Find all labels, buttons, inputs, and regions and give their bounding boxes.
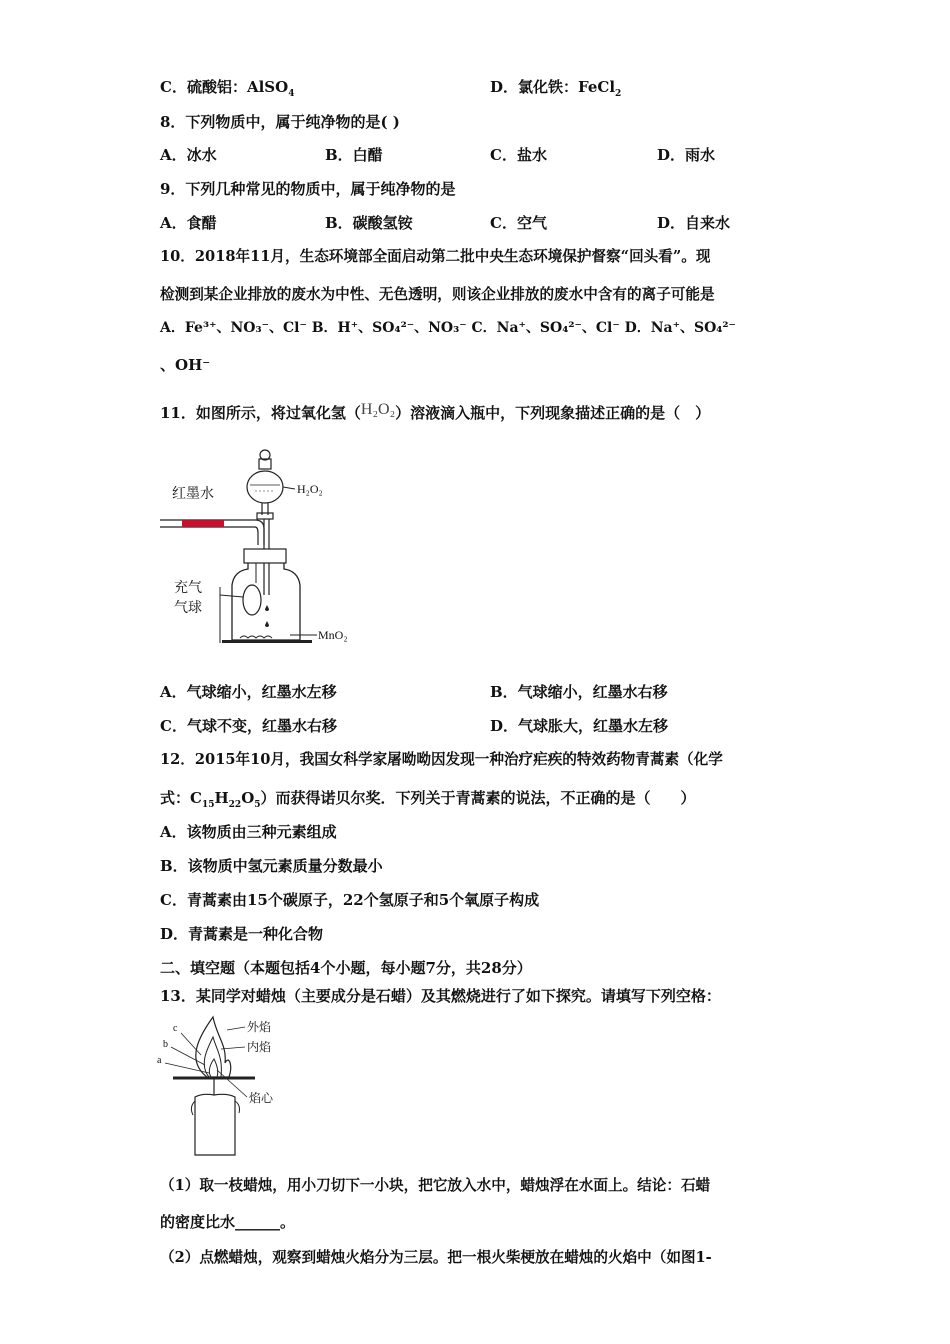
q12-option-c: C．青蒿素由15个碳原子，22个氢原子和5个氧原子构成	[160, 891, 540, 909]
q9-stem: 9．下列几种常见的物质中，属于纯净物的是	[160, 180, 456, 198]
q12-option-d: D．青蒿素是一种化合物	[160, 925, 324, 943]
q8-option-a: A．冰水	[160, 146, 217, 164]
mno2-label: MnO₂	[318, 628, 348, 642]
section-2-title: 二、填空题（本题包括4个小题，每小题7分，共28分）	[160, 959, 532, 977]
q13-part1-line2: 的密度比水______。	[160, 1213, 296, 1231]
q13-part2-line1: （2）点燃蜡烛，观察到蜡烛火焰分为三层。把一根火柴梗放在蜡烛的火焰中（如图1-	[160, 1249, 712, 1266]
q12-stem-line2: 式：$C_{15}H_{22}O_5$）而获得诺贝尔奖．下列关于青蒿素的说法，不正确的是（ ）	[160, 789, 696, 810]
q9-option-c: C．空气	[490, 214, 547, 232]
q12-option-a: A．该物质由三种元素组成	[160, 823, 337, 841]
q10-options-tail: 、OH⁻	[160, 356, 211, 374]
inner-flame-label: 内焰	[247, 1040, 272, 1054]
q9-option-b: B．碳酸氢铵	[325, 214, 413, 232]
q9-option-d: D．自来水	[657, 214, 731, 232]
q7-option-d: D．氯化铁：FeCl$_2$	[490, 78, 622, 99]
q11-option-d: D．气球胀大，红墨水左移	[490, 717, 669, 735]
q8-stem: 8．下列物质中，属于纯净物的是( )	[160, 113, 400, 131]
q11-stem: 11．如图所示，将过氧化氢（H₂O₂）溶液滴入瓶中，下列现象描述正确的是（ ）	[160, 401, 711, 422]
q11-apparatus-figure	[160, 445, 380, 660]
q12-stem-line1: 12．2015年10月，我国女科学家屠呦呦因发现一种治疗疟疾的特效药物青蒿素（化学	[160, 751, 723, 768]
candle-drawing	[155, 1015, 315, 1165]
q10-stem-line1: 10．2018年11月，生态环境部全面启动第二批中央生态环境保护督察“回头看”。现	[160, 248, 711, 265]
label-b: b	[163, 1039, 168, 1050]
balloon	[243, 585, 261, 615]
balloon-label-2: 气球	[174, 600, 202, 616]
h2o2-formula: H₂O₂	[360, 401, 396, 418]
flame-core-label: 焰心	[249, 1091, 274, 1105]
red-ink-label: 红墨水	[172, 486, 214, 502]
label-a: a	[157, 1055, 162, 1066]
q7-option-c: C．硫酸铝：AlSO$_4$	[160, 78, 295, 99]
q13-part1-line1: （1）取一枝蜡烛，用小刀切下一小块，把它放入水中，蜡烛浮在水面上。结论：石蜡	[160, 1177, 711, 1194]
q11-option-c: C．气球不变，红墨水右移	[160, 717, 337, 735]
label-c: c	[173, 1023, 178, 1034]
h2o2-label: H₂O₂	[297, 482, 323, 496]
q8-option-d: D．雨水	[657, 146, 716, 164]
balloon-label-1: 充气	[174, 580, 202, 596]
q12-option-b: B．该物质中氢元素质量分数最小	[160, 857, 383, 875]
q13-stem: 13．某同学对蜡烛（主要成分是石蜡）及其燃烧进行了如下探究。请填写下列空格：	[160, 987, 721, 1005]
q8-option-b: B．白醋	[325, 146, 383, 164]
q13-candle-figure	[155, 1015, 315, 1165]
q10-options: A．Fe³⁺、NO₃⁻、Cl⁻ B．H⁺、SO₄²⁻、NO₃⁻ C．Na⁺、SO₄²⁻、Cl⁻ D．Na⁺、SO₄²⁻	[160, 320, 736, 336]
red-ink-column	[182, 520, 224, 527]
q8-option-c: C．盐水	[490, 146, 547, 164]
q11-option-a: A．气球缩小，红墨水左移	[160, 683, 337, 701]
q11-option-b: B．气球缩小，红墨水右移	[490, 683, 668, 701]
outer-flame-label: 外焰	[247, 1020, 272, 1034]
q9-option-a: A．食醋	[160, 214, 217, 232]
q10-stem-line2: 检测到某企业排放的废水为中性、无色透明，则该企业排放的废水中含有的离子可能是	[160, 286, 715, 303]
